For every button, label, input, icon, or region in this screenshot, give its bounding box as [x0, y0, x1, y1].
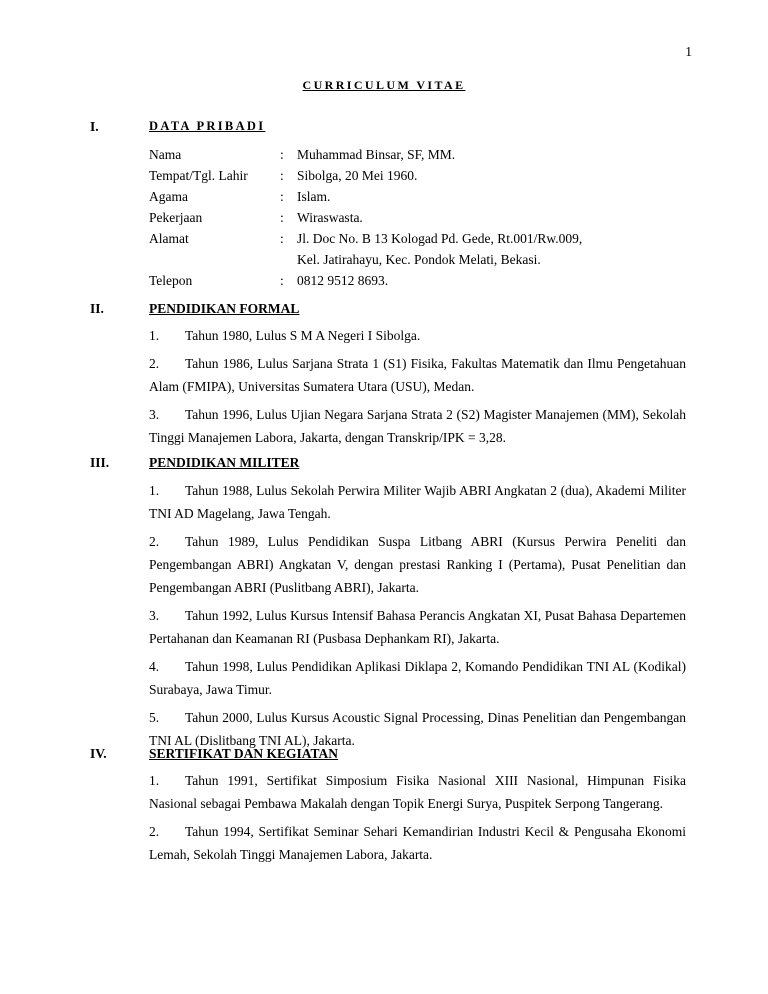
list-item — [149, 479, 686, 525]
info-colon: : — [280, 147, 284, 162]
list-item — [149, 769, 686, 815]
info-row-telepon — [149, 270, 689, 291]
info-value: Muhammad Binsar, SF, MM. — [297, 147, 456, 162]
section-title: PENDIDIKAN FORMAL — [149, 301, 300, 316]
item-text: Tahun 1980, Lulus S M A Negeri I Sibolga. — [185, 328, 421, 343]
list-item — [149, 352, 686, 398]
info-row-nama — [149, 144, 689, 165]
info-label: Telepon — [149, 273, 193, 288]
info-row-alamat-cont — [149, 249, 689, 270]
item-number: 4. — [149, 659, 160, 674]
item-text: Tahun 2000, Lulus Kursus Acoustic Signal Processing, Dinas Penelitian dan Pengembangan TNI AL (Dislitbang TNI AL), Jakarta. — [149, 710, 686, 748]
item-text: Tahun 1998, Lulus Pendidikan Aplikasi Diklapa 2, Komando Pendidikan TNI AL (Kodikal) Surabaya, Jawa Timur. — [149, 659, 686, 697]
section-number: IV. — [90, 746, 107, 761]
info-label: Pekerjaan — [149, 210, 203, 225]
list-item — [149, 324, 686, 347]
info-value: Kel. Jatirahayu, Kec. Pondok Melati, Bekasi. — [297, 252, 541, 267]
info-row-agama — [149, 186, 689, 207]
item-number: 2. — [149, 356, 160, 371]
info-value: Sibolga, 20 Mei 1960. — [297, 168, 418, 183]
item-text: Tahun 1989, Lulus Pendidikan Suspa Litbang ABRI (Kursus Perwira Peneliti dan Pengembangan ABRI) Angkatan V, dengan prestasi Ranking I (Pertama), Pusat Penelitian dan Pengembangan ABRI (Puslitbang ABRI), Jakarta. — [149, 534, 686, 595]
formal-education-list — [149, 324, 686, 454]
item-number: 1. — [149, 773, 160, 788]
item-text: Tahun 1996, Lulus Ujian Negara Sarjana Strata 2 (S2) Magister Manajemen (MM), Sekolah Tinggi Manajemen Labora, Jakarta, dengan Transkrip/IPK = 3,28. — [149, 407, 686, 445]
info-value: Islam. — [297, 189, 331, 204]
section-title: DATA PRIBADI — [149, 119, 266, 133]
section-number: II. — [90, 301, 104, 316]
item-number: 1. — [149, 483, 160, 498]
item-number: 3. — [149, 407, 160, 422]
item-text: Tahun 1986, Lulus Sarjana Strata 1 (S1) Fisika, Fakultas Matematik dan Ilmu Pengetahuan Alam (FMIPA), Universitas Sumatera Utara (USU), Medan. — [149, 356, 686, 394]
item-text: Tahun 1992, Lulus Kursus Intensif Bahasa Perancis Angkatan XI, Pusat Bahasa Departemen Pertahanan dan Keamanan RI (Pusbasa Dephankam RI), Jakarta. — [149, 608, 686, 646]
info-colon: : — [280, 273, 284, 288]
list-item — [149, 530, 686, 599]
info-label: Nama — [149, 147, 182, 162]
section-number: I. — [90, 119, 99, 134]
info-row-pekerjaan — [149, 207, 689, 228]
info-colon: : — [280, 168, 284, 183]
info-colon: : — [280, 231, 284, 246]
info-label: Agama — [149, 189, 188, 204]
info-label: Alamat — [149, 231, 189, 246]
info-value: Jl. Doc No. B 13 Kologad Pd. Gede, Rt.001/Rw.009, — [297, 231, 583, 246]
item-text: Tahun 1988, Lulus Sekolah Perwira Militer Wajib ABRI Angkatan 2 (dua), Akademi Militer TNI AD Magelang, Jawa Tengah. — [149, 483, 686, 521]
info-value: Wiraswasta. — [297, 210, 363, 225]
item-number: 3. — [149, 608, 160, 623]
list-item — [149, 655, 686, 701]
document-title: CURRICULUM VITAE — [302, 78, 466, 92]
info-row-alamat — [149, 228, 689, 249]
info-row-tempat-lahir — [149, 165, 689, 186]
item-number: 5. — [149, 710, 160, 725]
list-item — [149, 820, 686, 866]
info-colon: : — [280, 189, 284, 204]
item-number: 2. — [149, 824, 160, 839]
item-text: Tahun 1994, Sertifikat Seminar Sehari Kemandirian Industri Kecil & Pengusaha Ekonomi Lemah, Sekolah Tinggi Manajemen Labora, Jakarta. — [149, 824, 686, 862]
military-education-list — [149, 479, 686, 757]
certificate-list — [149, 769, 686, 871]
page-number: 1 — [685, 44, 692, 59]
item-number: 2. — [149, 534, 160, 549]
section-title: PENDIDIKAN MILITER — [149, 455, 300, 470]
list-item — [149, 403, 686, 449]
section-number: III. — [90, 455, 110, 470]
personal-info-table — [149, 144, 689, 291]
info-colon: : — [280, 210, 284, 225]
item-number: 1. — [149, 328, 160, 343]
info-label: Tempat/Tgl. Lahir — [149, 168, 248, 183]
item-text: Tahun 1991, Sertifikat Simposium Fisika Nasional XIII Nasional, Himpunan Fisika Nasional sebagai Pembawa Makalah dengan Topik Energi Surya, Puspitek Serpong Tangerang. — [149, 773, 686, 811]
list-item — [149, 604, 686, 650]
info-value: 0812 9512 8693. — [297, 273, 389, 288]
section-title: SERTIFIKAT DAN KEGIATAN — [149, 746, 339, 761]
